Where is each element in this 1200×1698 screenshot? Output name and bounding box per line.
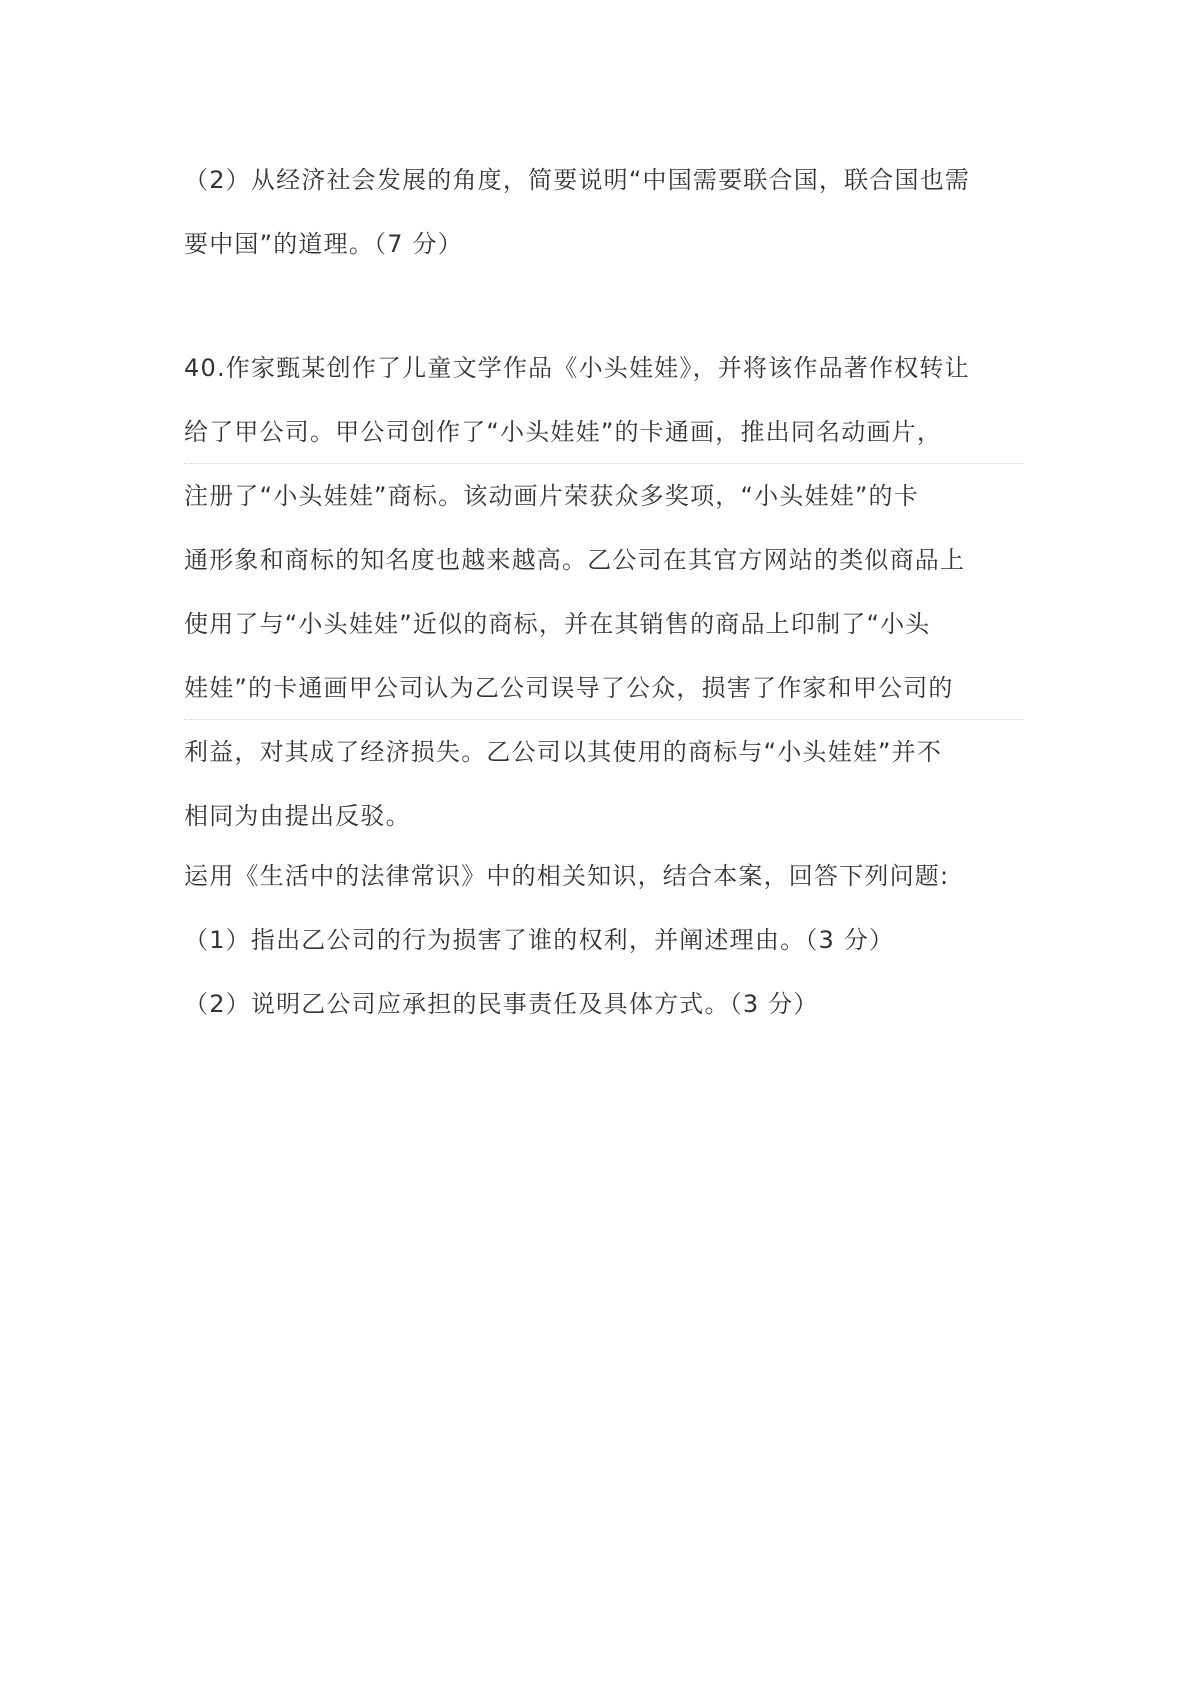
- dotted-divider: [184, 463, 1024, 464]
- q39-part2-line2: 要中国”的道理。（7 分）: [184, 230, 463, 258]
- q40-line-4: 通形象和商标的知名度也越来越高。乙公司在其官方网站的类似商品上: [184, 546, 966, 574]
- q40-line-3: 注册了“小头娃娃”商标。该动画片荣获众多奖项，“小头娃娃”的卡: [184, 482, 919, 510]
- q39-part2-line1: （2）从经济社会发展的角度，简要说明“中国需要联合国，联合国也需: [184, 166, 971, 194]
- q40-line-8: 相同为由提出反驳。: [184, 802, 411, 830]
- q40-line-7: 利益，对其成了经济损失。乙公司以其使用的商标与“小头娃娃”并不: [184, 738, 943, 766]
- dotted-divider: [184, 719, 1024, 720]
- q40-line-6: 娃娃”的卡通画甲公司认为乙公司误导了公众，损害了作家和甲公司的: [184, 674, 954, 702]
- q40-line-1: 40.作家甄某创作了儿童文学作品《小头娃娃》，并将该作品著作权转让: [184, 354, 970, 382]
- q40-part1: （1）指出乙公司的行为损害了谁的权利，并阐述理由。（3 分）: [184, 926, 895, 954]
- q40-part2: （2）说明乙公司应承担的民事责任及具体方式。（3 分）: [184, 990, 819, 1018]
- q40-line-2: 给了甲公司。甲公司创作了“小头娃娃”的卡通画，推出同名动画片，: [184, 418, 943, 446]
- q40-line-5: 使用了与“小头娃娃”近似的商标，并在其销售的商品上印制了“小头: [184, 610, 931, 638]
- q40-instruction: 运用《生活中的法律常识》中的相关知识，结合本案，回答下列问题:: [184, 862, 950, 890]
